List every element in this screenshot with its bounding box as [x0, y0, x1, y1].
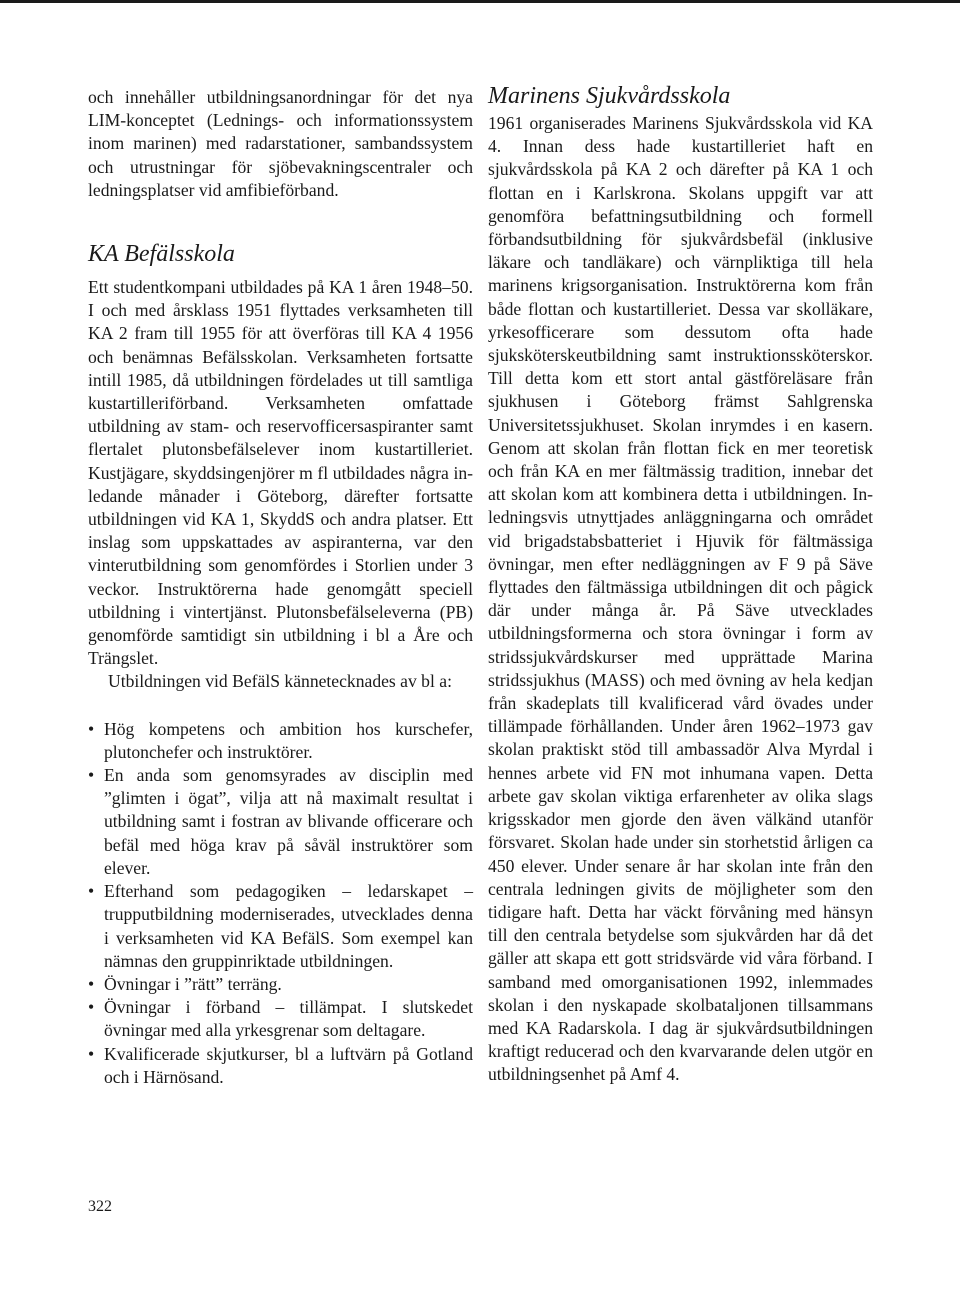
list-item: • Efterhand som pedagogiken – ledarskapet – trupputbildning moderniserades, utvecklades denna i verksamheten vid KA BefälS. Som exempel kan nämnas den gruppinriktade utbildningen. — [88, 880, 473, 973]
right-column — [488, 82, 873, 1087]
list-item: • Övningar i ”rätt” terräng. — [88, 973, 473, 996]
befalsskola-characteristics-intro: Utbildningen vid BefälS kännetecknades av bl a: — [108, 671, 452, 692]
sjukvardsskola-paragraph: 1961 organiserades Marinens Sjukvårdsskola vid KA 4. Innan dess hade kustartilleriet haft en sjukvårdsskola på KA 2 och därefter på KA 1 och flottan en i Karlskrona. Skolans uppgift var att genomföra befattningsutbildning och formell förbandsutbildning för sjukvårdsbefäl (inklusive läkare och tandläkare) och värnpliktiga till hela marinens krigsorganisation. Instruktörerna kom från både flottan och kustartilleriet. Dessa var skolläkare, yrkesofficerare som dessutom ofta hade sjuksköterskeutbildning samt instruktionssköterskor. Till detta kom ett stort antal gästföreläsare från sjukhusen i Göteborg främst Sahlgrenska Universitetssjukhuset. Skolan inrymdes i en kasern. Genom att skolan från flottan fick en mer teoretisk och från KA en mer fältmässig tradition, innebar det att skolan kom att kombinera detta i utbildningen. Inledningsvis utnyttjades anläggningarna och området vid brigadstabsbatteriet i Hjuvik för fältmässiga övningar, men efter nedläggningen av F 9 på Säve flyttades den fältmässiga utbildningen dit och pågick där under många år. På Säve utvecklades utbildningsformerna och stora övningar i form av stridssjukvårdskurser med upprättade Marina stridssjukhus (MASS) och med övning av hela kedjan från skadeplats till kvalificerad vård övades under tillämpade förhållanden. Under åren 1962–1973 gav skolan praktiskt stöd till ambassadör Alva Myrdal i hennes arbete vid FN mot inhumana vapen. Detta arbete gav skolan viktiga erfarenheter av olika slags krigsskador men gjorde den även välkänd utanför försvaret. Skolan hade under sin storhetstid årligen ca 450 elever. Under senare år har skolan inte från den centrala ledningen givits de möjligheter som den tidigare haft. Detta har väckt förvåning med hänsyn till den centrala betydelse som sjukvården har då det gäller att skapa ett gott stridsvärde vid våra förband. I samband med omorganisationen 1992, inlemmades skolan i den nyskapade skolbataljonen tillsammans med KA Radarskola. I dag är sjukvårdsutbildningen kraftigt reducerad och den kvarvarande delen utgör en utbildningsenhet på Amf 4. — [488, 113, 873, 1085]
heading-sjukvardsskola: Marinens Sjukvårdsskola — [488, 83, 731, 109]
heading-befalsskola: KA Befälsskola — [88, 241, 235, 268]
list-item: • Kvalificerade skjutkurser, bl a luftvärn på Gotland och i Härnösand. — [88, 1043, 473, 1089]
page-number: 322 — [88, 1198, 112, 1215]
befalsskola-paragraph: Ett studentkompani utbildades på KA 1 åren 1948–50. I och med årsklass 1951 flyttades verksamheten till KA 2 fram till 1955 för att överföras till KA 4 1956 och benämnas Befälsskolan. Verksamheten fortsatte intill 1985, då utbildningen fördelades ut till samtliga kustartilleriförband. Verksamheten omfattade utbildning av stam- och reservofficersaspiranter samt flertalet plutonsbefälselever inom kustartilleriet. Kustjägare, skyddsingenjörer m fl utbildades några inledande månader i Göteborg, därefter fortsatte utbildningen vid KA 1, SkyddS och andra platser. Ett inslag som uppskattades av aspiranterna, var den vinterutbildning som genomfördes i Storlien under 3 veckor. Instruktörerna hade genomgått speciell utbildning i vintertjänst. Plutonsbefälseleverna (PB) genomförde samtidigt sin utbildning i bl a Åre och Trängslet. — [88, 277, 473, 669]
list-item: • Hög kompetens och ambition hos kurschefer, plutonchefer och instruktörer. — [88, 718, 473, 764]
left-column — [88, 86, 473, 1089]
top-rule — [0, 0, 960, 3]
intro-paragraph: och innehåller utbildningsanordningar för det nya LIM-konceptet (Lednings- och informationssystem inom marinen) med radarstationer, sambandssystem och utrustningar för sjöbevakningscentraler och ledningsplatser vid amfibieförband. — [88, 87, 473, 200]
list-item: • En anda som genomsyrades av disciplin med ”glimten i ögat”, vilja att nå maximalt resultat i utbildning samt i fostran av blivande officerare och befäl med höga krav på såväl instruktörer som elever. — [88, 764, 473, 880]
characteristics-list — [88, 718, 473, 1089]
list-item: • Övningar i förband – tillämpat. I slutskedet övningar med alla yrkesgrenar som deltagare. — [88, 996, 473, 1042]
